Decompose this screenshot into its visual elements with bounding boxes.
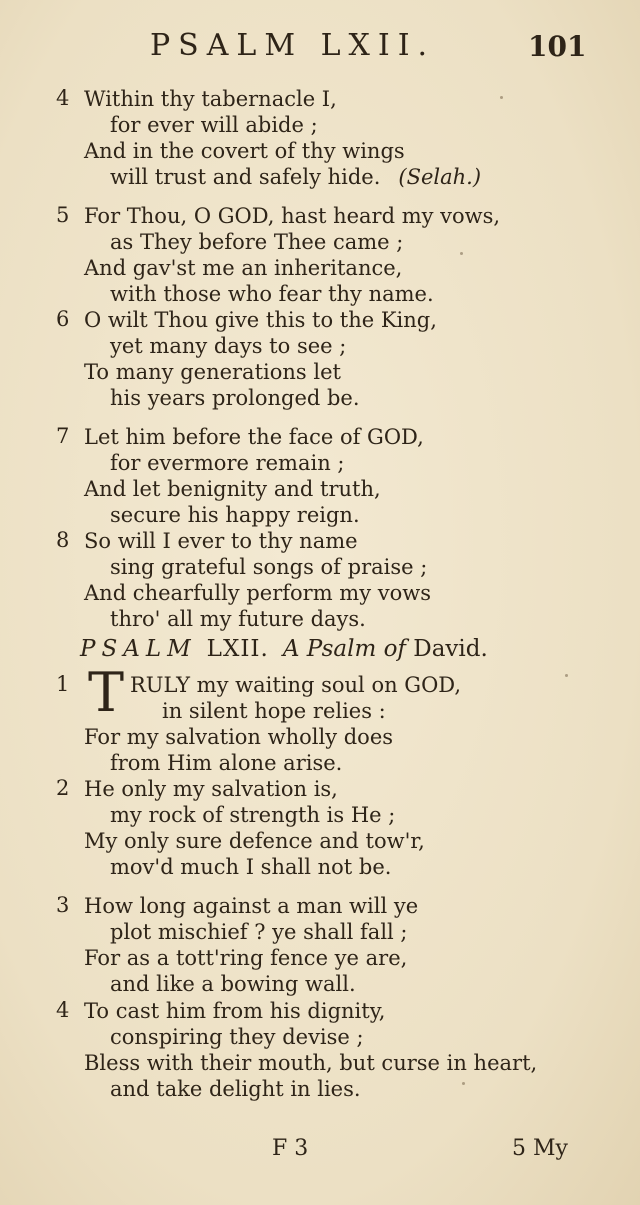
verse-line: And gav'st me an inheritance, bbox=[84, 256, 403, 280]
verse-line: And in the covert of thy wings bbox=[84, 139, 405, 163]
psalm-heading-description: A Psalm of bbox=[282, 636, 406, 662]
verse-number: 2 bbox=[56, 776, 70, 800]
verse-line: And let benignity and truth, bbox=[84, 477, 381, 501]
verse-line: plot mischief ? ye shall fall ; bbox=[110, 920, 408, 944]
verse-number: 8 bbox=[56, 528, 70, 552]
verse-number: 7 bbox=[56, 424, 70, 448]
verse-line: mov'd much I shall not be. bbox=[110, 855, 392, 879]
verse-line: with those who fear thy name. bbox=[110, 282, 434, 306]
psalm-heading-numeral: LXII. bbox=[206, 636, 269, 662]
verse-line: He only my salvation is, bbox=[84, 777, 338, 801]
psalm-heading-author: David. bbox=[413, 636, 488, 662]
verse-number: 4 bbox=[56, 998, 70, 1022]
verse-line: his years prolonged be. bbox=[110, 386, 360, 410]
verse-number: 6 bbox=[56, 307, 70, 331]
verse-line: for ever will abide ; bbox=[110, 113, 318, 137]
verse-line: conspiring they devise ; bbox=[110, 1025, 364, 1049]
verse-line: For my salvation wholly does bbox=[84, 725, 394, 749]
verse-line: Let him before the face of GOD, bbox=[84, 425, 424, 449]
verse-line: For Thou, O GOD, hast heard my vows, bbox=[84, 204, 501, 228]
paper-speck bbox=[565, 674, 568, 677]
verse-line: For as a tott'ring fence ye are, bbox=[84, 946, 408, 970]
verse-line: And chearfully perform my vows bbox=[84, 581, 432, 605]
verse-number: 1 bbox=[56, 672, 70, 696]
drop-cap: T bbox=[88, 661, 125, 724]
verse-line: sing grateful songs of praise ; bbox=[110, 555, 428, 579]
verse-line: in silent hope relies : bbox=[162, 699, 386, 723]
verse-number: 4 bbox=[56, 86, 70, 110]
verse-line: To many generations let bbox=[84, 360, 341, 384]
verse-line: yet many days to see ; bbox=[110, 334, 347, 358]
selah-marker: (Selah.) bbox=[398, 165, 482, 189]
verse-line: To cast him from his dignity, bbox=[84, 999, 386, 1023]
verse-line: My only sure defence and tow'r, bbox=[84, 829, 425, 853]
verse-line: RULY my waiting soul on GOD, bbox=[130, 673, 462, 697]
verse-line: secure his happy reign. bbox=[110, 503, 360, 527]
psalm-heading-word: PSALM bbox=[80, 636, 197, 662]
verse-line: and like a bowing wall. bbox=[110, 972, 356, 996]
catchword: 5 My bbox=[512, 1136, 568, 1161]
running-header-title: PSALM LXII. bbox=[150, 28, 436, 63]
verse-line: Bless with their mouth, but curse in heart, bbox=[84, 1051, 538, 1075]
verse-line: my rock of strength is He ; bbox=[110, 803, 396, 827]
verse-number: 3 bbox=[56, 893, 70, 917]
verse-line: will trust and safely hide. bbox=[110, 165, 381, 189]
verse-line: and take delight in lies. bbox=[110, 1077, 361, 1101]
verse-line: O wilt Thou give this to the King, bbox=[84, 308, 437, 332]
verse-line: So will I ever to thy name bbox=[84, 529, 358, 553]
verse-line: as They before Thee came ; bbox=[110, 230, 404, 254]
verse-line: from Him alone arise. bbox=[110, 751, 343, 775]
verse-line: for evermore remain ; bbox=[110, 451, 345, 475]
verse-number: 5 bbox=[56, 203, 70, 227]
page-number: 101 bbox=[528, 30, 587, 63]
verse-line: thro' all my future days. bbox=[110, 607, 366, 631]
psalm-heading bbox=[80, 636, 488, 662]
verse-line: Within thy tabernacle I, bbox=[84, 87, 337, 111]
paper-speck bbox=[460, 252, 463, 255]
paper-speck bbox=[462, 1082, 465, 1085]
verse-line: How long against a man will ye bbox=[84, 894, 419, 918]
signature-mark: F 3 bbox=[272, 1136, 309, 1161]
paper-speck bbox=[500, 96, 503, 99]
verse-line-with-selah bbox=[110, 164, 481, 190]
